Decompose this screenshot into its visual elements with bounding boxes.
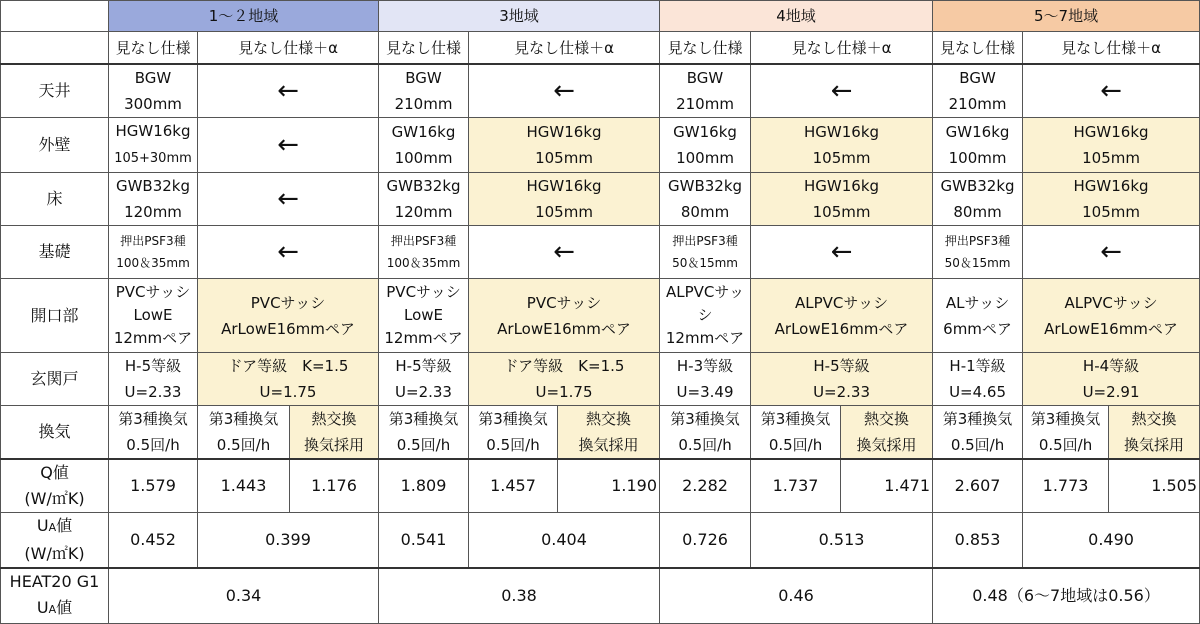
door-row: [1, 353, 1200, 406]
ceiling-row: [1, 64, 1200, 118]
row-label-ceiling: 天井: [1, 64, 109, 118]
cell-highlight: HGW16kg 105mm: [1023, 118, 1200, 173]
spec-header: 見なし仕様: [379, 32, 469, 65]
cell-highlight: ドア等級 K=1.5 U=1.75: [469, 353, 660, 406]
cell: 押出PSF3種 50＆15mm: [933, 226, 1023, 279]
cell: GW16kg 100mm: [660, 118, 751, 173]
spec-plus-header: 見なし仕様＋α: [1023, 32, 1200, 65]
cell-highlight: HGW16kg 105mm: [1023, 173, 1200, 226]
cell-highlight: 熱交換 換気採用: [1109, 406, 1200, 460]
cell: 第3種換気 0.5回/h: [751, 406, 841, 460]
q-value-row: [1, 459, 1200, 513]
row-label-heat20: HEAT20 G1 UA値: [1, 568, 109, 624]
q-value-cell: 1.773: [1023, 459, 1109, 513]
same-as-left-arrow: ←: [469, 226, 660, 279]
same-as-left-arrow: ←: [1023, 226, 1200, 279]
row-label-ua-value: UA値 (W/㎡K): [1, 513, 109, 569]
cell: 第3種換気 0.5回/h: [379, 406, 469, 460]
zone-header-5-7: 5～7地域: [933, 1, 1200, 32]
ua-value-cell: 0.404: [469, 513, 660, 569]
cell-highlight: HGW16kg 105mm: [751, 118, 933, 173]
q-value-cell: 2.282: [660, 459, 751, 513]
cell: H-3等級 U=3.49: [660, 353, 751, 406]
corner-cell: [1, 1, 109, 32]
q-value-cell: 1.505: [1109, 459, 1200, 513]
row-label-q-value: Q値 (W/㎡K): [1, 459, 109, 513]
q-value-cell: 1.457: [469, 459, 558, 513]
ua-value-cell: 0.541: [379, 513, 469, 569]
same-as-left-arrow: ←: [198, 64, 379, 118]
spec-header: 見なし仕様: [933, 32, 1023, 65]
spec-plus-header: 見なし仕様＋α: [751, 32, 933, 65]
cell-highlight: 熱交換 換気採用: [290, 406, 379, 460]
same-as-left-arrow: ←: [751, 64, 933, 118]
cell: BGW 210mm: [933, 64, 1023, 118]
cell-highlight: ALPVCサッシ ArLowE16mmペア: [751, 279, 933, 353]
cell: 第3種換気 0.5回/h: [1023, 406, 1109, 460]
cell: ALサッシ 6mmペア: [933, 279, 1023, 353]
opening-row: [1, 279, 1200, 353]
heat20-value-cell: 0.46: [660, 568, 933, 624]
cell: H-5等級 U=2.33: [379, 353, 469, 406]
cell: GW16kg 100mm: [933, 118, 1023, 173]
cell: GWB32kg 120mm: [109, 173, 198, 226]
cell: ALPVCサッ シ 12mmペア: [660, 279, 751, 353]
same-as-left-arrow: ←: [1023, 64, 1200, 118]
same-as-left-arrow: ←: [198, 173, 379, 226]
q-value-cell: 1.176: [290, 459, 379, 513]
spec-plus-header: 見なし仕様＋α: [198, 32, 379, 65]
cell: 第3種換気 0.5回/h: [469, 406, 558, 460]
cell: PVCサッシ LowE 12mmペア: [379, 279, 469, 353]
cell: 押出PSF3種 100＆35mm: [109, 226, 198, 279]
row-label-floor: 床: [1, 173, 109, 226]
row-label-foundation: 基礎: [1, 226, 109, 279]
cell: 第3種換気 0.5回/h: [660, 406, 751, 460]
heat20-value-cell: 0.38: [379, 568, 660, 624]
cell: 第3種換気 0.5回/h: [198, 406, 290, 460]
heat20-value-cell: 0.48（6～7地域は0.56）: [933, 568, 1200, 624]
cell-highlight: HGW16kg 105mm: [751, 173, 933, 226]
ua-value-cell: 0.452: [109, 513, 198, 569]
cell-highlight: HGW16kg 105mm: [469, 173, 660, 226]
cell-highlight: H-5等級 U=2.33: [751, 353, 933, 406]
q-value-cell: 1.579: [109, 459, 198, 513]
cell-highlight: PVCサッシ ArLowE16mmペア: [469, 279, 660, 353]
spec-header: 見なし仕様: [660, 32, 751, 65]
zone-header-1-2: 1～２地域: [109, 1, 379, 32]
same-as-left-arrow: ←: [469, 64, 660, 118]
row-label-door: 玄関戸: [1, 353, 109, 406]
same-as-left-arrow: ←: [198, 226, 379, 279]
ua-value-cell: 0.853: [933, 513, 1023, 569]
q-value-cell: 1.809: [379, 459, 469, 513]
row-label-ventilation: 換気: [1, 406, 109, 460]
q-value-cell: 1.190: [558, 459, 660, 513]
ua-value-row: [1, 513, 1200, 569]
cell: H-1等級 U=4.65: [933, 353, 1023, 406]
cell: HGW16kg 105+30mm: [109, 118, 198, 173]
foundation-row: [1, 226, 1200, 279]
row-label-opening: 開口部: [1, 279, 109, 353]
same-as-left-arrow: ←: [751, 226, 933, 279]
q-value-cell: 2.607: [933, 459, 1023, 513]
cell: H-5等級 U=2.33: [109, 353, 198, 406]
spec-header-row: [1, 32, 1200, 65]
cell: BGW 210mm: [660, 64, 751, 118]
zone-header-row: [1, 1, 1200, 32]
same-as-left-arrow: ←: [198, 118, 379, 173]
ua-value-cell: 0.399: [198, 513, 379, 569]
cell: GWB32kg 80mm: [660, 173, 751, 226]
cell-highlight: PVCサッシ ArLowE16mmペア: [198, 279, 379, 353]
cell: BGW 300mm: [109, 64, 198, 118]
cell: GWB32kg 80mm: [933, 173, 1023, 226]
cell: PVCサッシ LowE 12mmペア: [109, 279, 198, 353]
cell: 第3種換気 0.5回/h: [109, 406, 198, 460]
cell-highlight: 熱交換 換気採用: [841, 406, 933, 460]
wall-row: [1, 118, 1200, 173]
spec-header: 見なし仕様: [109, 32, 198, 65]
cell: GWB32kg 120mm: [379, 173, 469, 226]
cell: 押出PSF3種 50＆15mm: [660, 226, 751, 279]
cell-highlight: ドア等級 K=1.5 U=1.75: [198, 353, 379, 406]
ua-value-cell: 0.490: [1023, 513, 1200, 569]
row-label-wall: 外壁: [1, 118, 109, 173]
cell-highlight: 熱交換 換気採用: [558, 406, 660, 460]
cell-highlight: ALPVCサッシ ArLowE16mmペア: [1023, 279, 1200, 353]
heat20-value-cell: 0.34: [109, 568, 379, 624]
cell-highlight: H-4等級 U=2.91: [1023, 353, 1200, 406]
heat20-row: [1, 568, 1200, 624]
corner-cell-sub: [1, 32, 109, 65]
q-value-cell: 1.471: [841, 459, 933, 513]
spec-plus-header: 見なし仕様＋α: [469, 32, 660, 65]
q-value-cell: 1.737: [751, 459, 841, 513]
zone-header-3: 3地域: [379, 1, 660, 32]
floor-row: [1, 173, 1200, 226]
cell: BGW 210mm: [379, 64, 469, 118]
ua-value-cell: 0.726: [660, 513, 751, 569]
ua-value-cell: 0.513: [751, 513, 933, 569]
q-value-cell: 1.443: [198, 459, 290, 513]
cell: 押出PSF3種 100＆35mm: [379, 226, 469, 279]
ventilation-row: [1, 406, 1200, 460]
zone-header-4: 4地域: [660, 1, 933, 32]
cell: GW16kg 100mm: [379, 118, 469, 173]
cell-highlight: HGW16kg 105mm: [469, 118, 660, 173]
cell: 第3種換気 0.5回/h: [933, 406, 1023, 460]
